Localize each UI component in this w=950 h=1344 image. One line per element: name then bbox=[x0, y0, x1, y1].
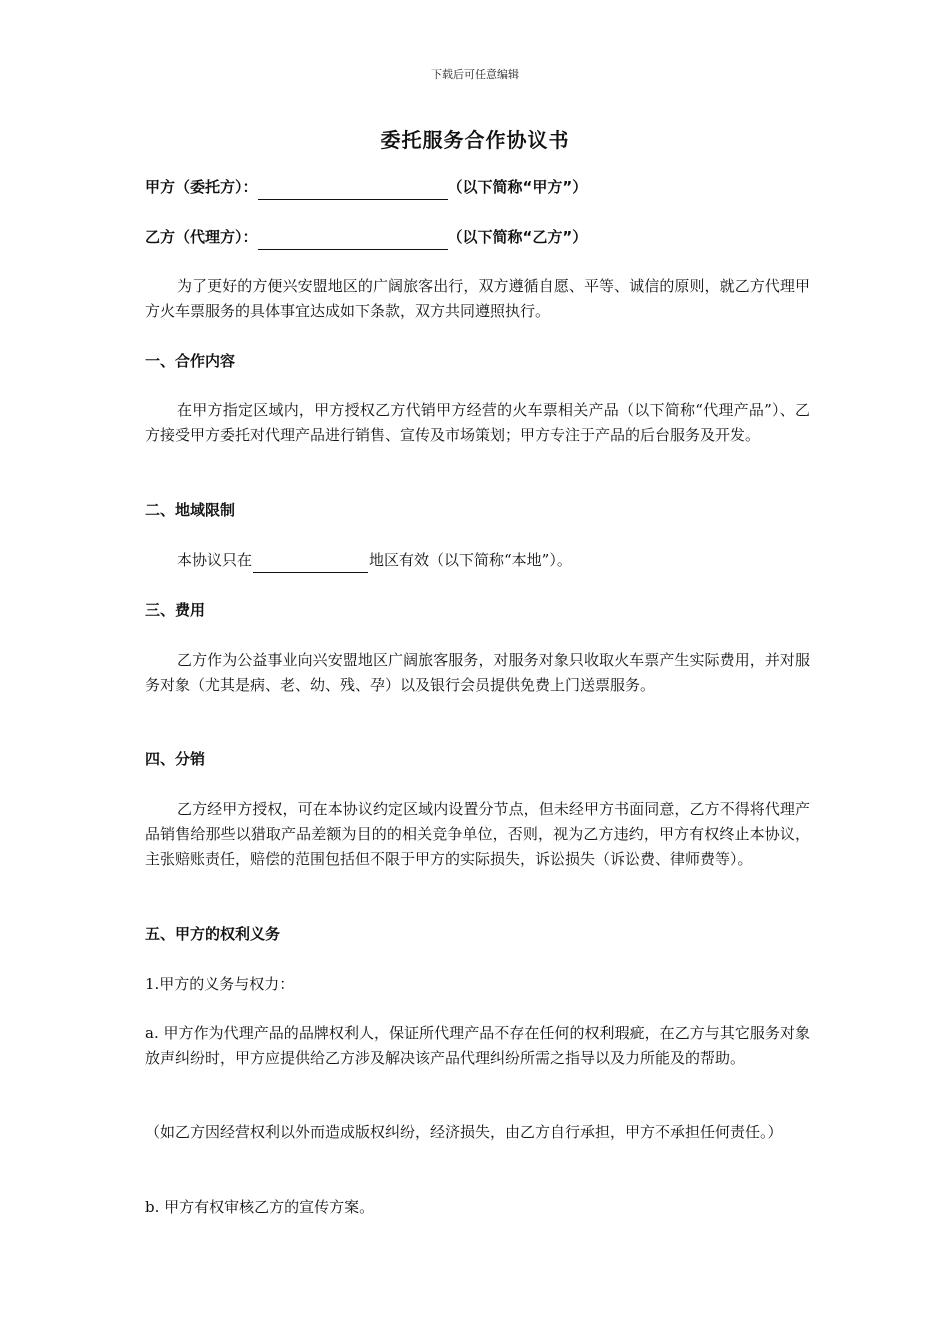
region-blank[interactable] bbox=[253, 554, 368, 573]
document-title: 委托服务合作协议书 bbox=[380, 128, 570, 152]
party-a-blank[interactable] bbox=[258, 181, 448, 200]
party-b-label: 乙方（代理方）： bbox=[145, 228, 258, 246]
party-b-line bbox=[145, 225, 810, 250]
party-a-line bbox=[145, 175, 810, 200]
intro-paragraph: 为了更好的方便兴安盟地区的广阔旅客出行，双方遵循自愿、平等、诚信的原则，就乙方代理甲方火车票服务的具体事宜达成如下条款，双方共同遵照执行。 bbox=[145, 277, 810, 320]
section-2-body-after: 地区有效（以下简称“本地”）。 bbox=[369, 551, 572, 569]
section-1-heading: 一、合作内容 bbox=[145, 352, 236, 370]
section-2-body-before: 本协议只在 bbox=[177, 551, 253, 569]
section-1-body: 在甲方指定区域内，甲方授权乙方代销甲方经营的火车票相关产品（以下简称“代理产品”）、乙方接受甲方委托对代理产品进行销售、宣传及市场策划；甲方专注于产品的后台服务及开发。 bbox=[145, 401, 810, 444]
section-5-item-1: 1.甲方的义务与权力： bbox=[145, 975, 295, 993]
party-a-suffix: （以下简称“甲方”） bbox=[447, 178, 588, 196]
header-note: 下载后可任意编辑 bbox=[431, 68, 519, 81]
section-4-heading: 四、分销 bbox=[145, 750, 206, 768]
section-5-item-b: b. 甲方有权审核乙方的宣传方案。 bbox=[145, 1198, 375, 1216]
section-3-heading: 三、费用 bbox=[145, 601, 206, 619]
party-b-blank[interactable] bbox=[258, 231, 448, 250]
section-2-body bbox=[145, 548, 810, 573]
section-5-heading: 五、甲方的权利义务 bbox=[145, 925, 281, 943]
section-2-heading: 二、地域限制 bbox=[145, 501, 236, 519]
party-b-suffix: （以下简称“乙方”） bbox=[447, 228, 588, 246]
party-a-label: 甲方（委托方）： bbox=[145, 178, 258, 196]
section-5-item-a: a. 甲方作为代理产品的品牌权利人，保证所代理产品不存在任何的权利瑕疵，在乙方与其它服务对象放声纠纷时，甲方应提供给乙方涉及解决该产品代理纠纷所需之指导以及力所能及的帮助。 bbox=[145, 1024, 810, 1067]
section-5-note: （如乙方因经营权利以外而造成版权纠纷，经济损失，由乙方自行承担，甲方不承担任何责任。） bbox=[145, 1123, 783, 1141]
section-3-body: 乙方作为公益事业向兴安盟地区广阔旅客服务，对服务对象只收取火车票产生实际费用，并对服务对象（尤其是病、老、幼、残、孕）以及银行会员提供免费上门送票服务。 bbox=[145, 651, 810, 694]
section-4-body: 乙方经甲方授权，可在本协议约定区域内设置分节点，但未经甲方书面同意，乙方不得将代理产品销售给那些以猎取产品差额为目的的相关竞争单位，否则，视为乙方违约，甲方有权终止本协议，主张赔账责任，赔偿的范围包括但不限于甲方的实际损失，诉讼损失（诉讼费、律师费等）。 bbox=[145, 800, 810, 868]
